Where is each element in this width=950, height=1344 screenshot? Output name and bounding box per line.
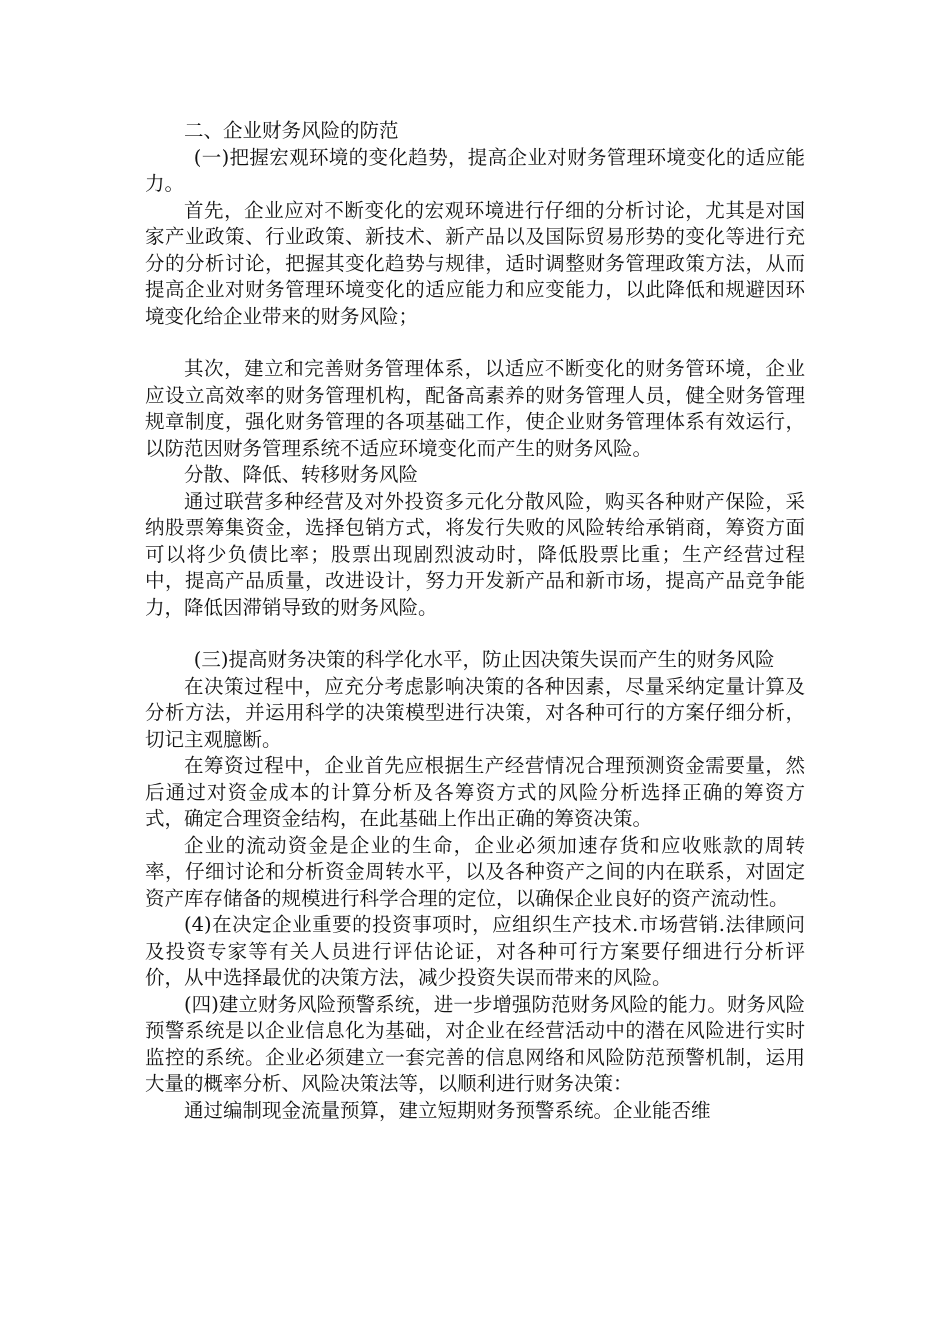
paragraph-5: 通过联营多种经营及对外投资多元化分散风险，购买各种财产保险，采纳股票筹集资金，选择包销方式，将发行失败的风险转给承销商，筹资方面可以将少负债比率；股票出现剧烈波动时，降低股票比重；生产经营过程中，提高产品质量，改进设计，努力开发新产品和新市场，提高产品竞争能力，降低因滞销导致的财务风险。 [145, 489, 805, 619]
paragraph-8: 在筹资过程中，企业首先应根据生产经营情况合理预测资金需要量，然后通过对资金成本的计算分析及各筹资方式的风险分析选择正确的筹资方式，确定合理资金结构，在此基础上作出正确的筹资决策。 [145, 754, 805, 830]
paragraph-11: (四)建立财务风险预警系统，进一步增强防范财务风险的能力。财务风险预警系统是以企业信息化为基础，对企业在经营活动中的潜在风险进行实时监控的系统。企业必须建立一套完善的信息网络和风险防范预警机制，运用大量的概率分析、风险决策法等，以顺利进行财务决策： [145, 992, 805, 1095]
paragraph-2: 首先，企业应对不断变化的宏观环境进行仔细的分析讨论，尤其是对国家产业政策、行业政策、新技术、新产品以及国际贸易形势的变化等进行充分的分析讨论，把握其变化趋势与规律，适时调整财务管理政策方法，从而提高企业对财务管理环境变化的适应能力和应变能力，以此降低和规避因环境变化给企业带来的财务风险； [145, 198, 805, 328]
paragraph-10: (4)在决定企业重要的投资事项时，应组织生产技术.市场营销.法律顾问及投资专家等有关人员进行评估论证，对各种可行方案要仔细进行分析评价，从中选择最优的决策方法，减少投资失误而带来的风险。 [145, 913, 805, 989]
paragraph-12: 通过编制现金流量预算，建立短期财务预警系统。企业能否维 [184, 1098, 711, 1122]
paragraph-7: 在决策过程中，应充分考虑影响决策的各种因素，尽量采纳定量计算及分析方法，并运用科学的决策模型进行决策，对各种可行的方案仔细分析，切记主观臆断。 [145, 674, 805, 751]
paragraph-1: (一)把握宏观环境的变化趋势，提高企业对财务管理环境变化的适应能力。 [145, 145, 805, 195]
paragraph-6: (三)提高财务决策的科学化水平，防止因决策失误而产生的财务风险 [193, 648, 775, 671]
document-page [145, 118, 805, 1124]
blank-line [145, 621, 805, 647]
blank-line [145, 330, 805, 356]
paragraph-4: 分散、降低、转移财务风险 [184, 463, 419, 486]
section-title: 二、企业财务风险的防范 [184, 119, 399, 142]
paragraph-9: 企业的流动资金是企业的生命，企业必须加速存货和应收账款的周转率，仔细讨论和分析资金周转水平，以及各种资产之间的内在联系，对固定资产库存储备的规模进行科学合理的定位，以确保企业良好的资产流动性。 [145, 833, 805, 910]
paragraph-3: 其次，建立和完善财务管理体系，以适应不断变化的财务管环境，企业应设立高效率的财务管理机构，配备高素养的财务管理人员，健全财务管理规章制度，强化财务管理的各项基础工作，使企业财务管理体系有效运行，以防范因财务管理系统不适应环境变化而产生的财务风险。 [145, 357, 805, 460]
